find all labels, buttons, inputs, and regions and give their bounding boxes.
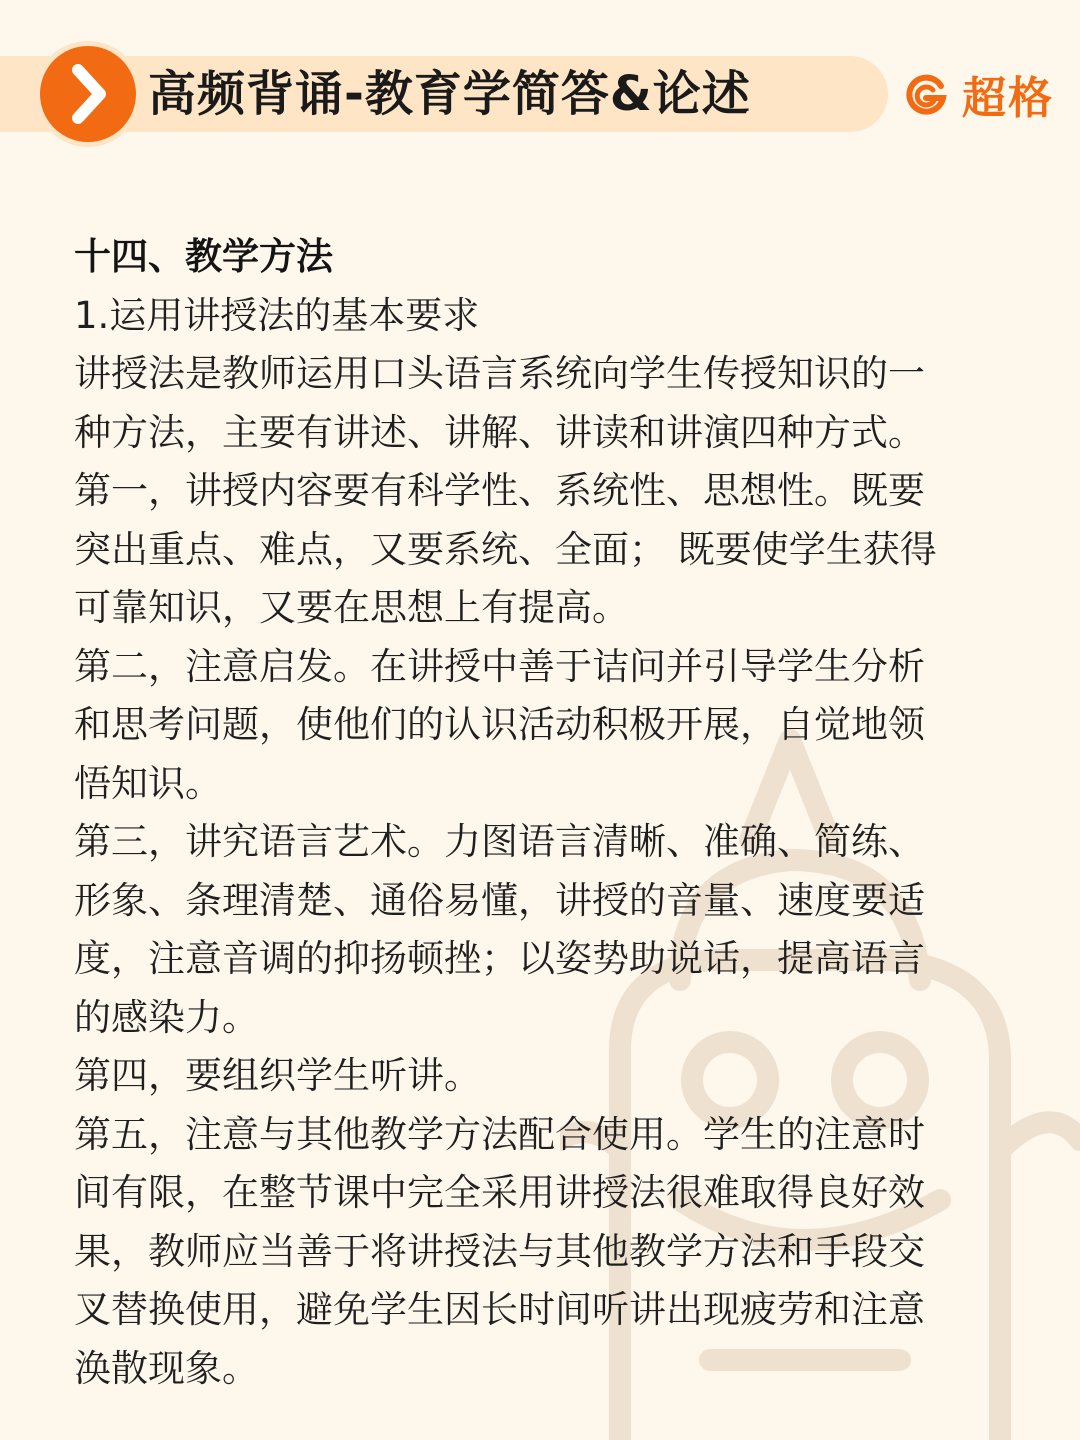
text-line: 第一，讲授内容要有科学性、系统性、思想性。既要 <box>74 469 925 512</box>
text-line: 种方法，主要有讲述、讲解、讲读和讲演四种方式。 <box>74 410 925 454</box>
article-body <box>74 228 994 1398</box>
text-line: 可靠知识，又要在思想上有提高。 <box>74 586 629 629</box>
brand <box>904 64 1054 124</box>
text-line: 间有限，在整节课中完全采用讲授法很难取得良好效 <box>74 1171 925 1214</box>
text-line: 悟知识。 <box>74 761 222 805</box>
chevron-right-icon <box>40 46 136 142</box>
text-line: 的感染力。 <box>74 995 259 1039</box>
text-line: 涣散现象。 <box>74 1346 259 1390</box>
text-line: 第三，讲究语言艺术。力图语言清晰、准确、简练、 <box>74 820 925 863</box>
subsection-heading: 1.运用讲授法的基本要求 <box>74 293 480 337</box>
g-logo-icon <box>904 72 948 116</box>
text-line: 叉替换使用，避免学生因长时间听讲出现疲劳和注意 <box>74 1288 925 1331</box>
text-line: 第四，要组织学生听讲。 <box>74 1054 481 1097</box>
text-line: 讲授法是教师运用口头语言系统向学生传授知识的一 <box>74 352 925 395</box>
section-heading: 十四、教学方法 <box>74 235 333 278</box>
text-line: 果，教师应当善于将讲授法与其他教学方法和手段交 <box>74 1229 925 1273</box>
page-title: 高频背诵-教育学简答&论述 <box>148 66 751 122</box>
header <box>0 52 1080 136</box>
text-line: 突出重点、难点，又要系统、全面； 既要使学生获得 <box>74 527 937 571</box>
text-line: 第五，注意与其他教学方法配合使用。学生的注意时 <box>74 1112 925 1156</box>
text-line: 度，注意音调的抑扬顿挫；以姿势助说话，提高语言 <box>74 937 925 980</box>
text-line: 第二，注意启发。在讲授中善于诘问并引导学生分析 <box>74 644 925 688</box>
text-line: 和思考问题，使他们的认识活动积极开展，自觉地领 <box>74 703 925 746</box>
text-line: 形象、条理清楚、通俗易懂，讲授的音量、速度要适 <box>74 878 925 922</box>
brand-name: 超格 <box>962 73 1054 124</box>
